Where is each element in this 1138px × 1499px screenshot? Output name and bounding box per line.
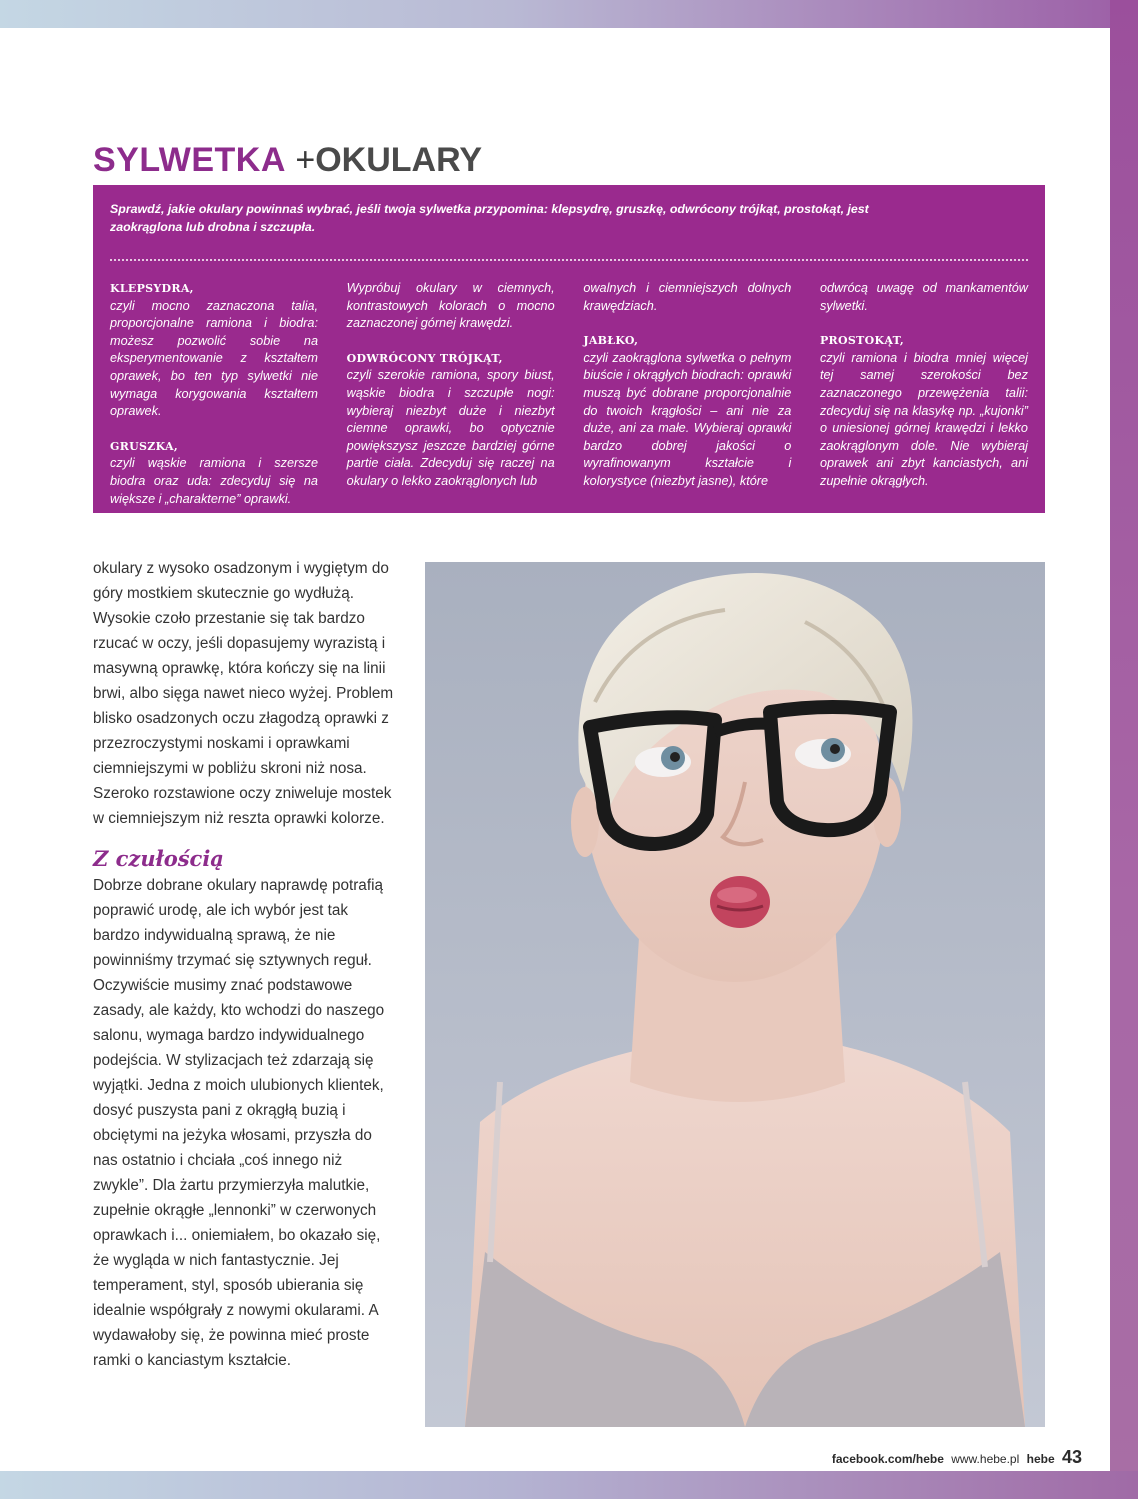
title-bold: SYLWETKA: [93, 141, 286, 179]
footer-www: www.hebe.pl: [951, 1452, 1020, 1466]
box-column-1: [110, 280, 318, 508]
gruszka-heading: GRUSZKA,: [110, 439, 178, 453]
gruszka-section: [110, 438, 318, 508]
top-gradient-edge: [0, 0, 1138, 28]
box-lead: Sprawdź, jakie okulary powinnaś wybrać, jeśli twoja sylwetka przypomina: klepsydrę, gruszkę, odwrócony trójkąt, prostokąt, jest zaokrąglona lub drobna i szczupła.: [110, 202, 869, 234]
title-plus: +: [295, 141, 316, 179]
box-columns: [110, 280, 1028, 508]
prostokat-heading: PROSTOKĄT,: [819, 334, 904, 348]
jablko-section: [583, 332, 791, 490]
sidebar-box: [93, 185, 1045, 513]
page-number: 43: [1061, 1447, 1082, 1467]
gruszka-text: czyli wąskie ramiona i szersze biodra oraz uda: zdecyduj się na większe i „charakterne” oprawki.: [110, 456, 318, 506]
klepsydra-text: czyli mocno zaznaczona talia, proporcjonalne ramiona i biodra: możesz pozwolić sobie na eksperymentowanie z kształtem oprawek, bo ten typ sylwetki nie wymaga korygowania kształtem oprawek.: [110, 298, 318, 419]
woman-glasses-photo: [425, 562, 1045, 1427]
box-column-2: [347, 280, 555, 508]
footer-brand: hebe: [1026, 1452, 1055, 1466]
klepsydra-section: [110, 280, 318, 421]
page-title: [93, 138, 482, 182]
trojkat-text: czyli szerokie ramiona, spory biust, wąskie biodra i szczupłe nogi: wybieraj niezbyt duże i niezbyt ciemne oprawki, bo optycznie powiększysz jeszcze bardziej górne partie ciała. Zdecyduj się raczej na okulary o lekko zaokrąglonych lub: [346, 368, 555, 488]
trojkat-section: [347, 350, 555, 491]
gruszka-continued: Wypróbuj okulary w ciemnych, kontrastowych kolorach o mocno zaznaczonej górnej krawędzi.: [346, 281, 555, 331]
right-gradient-edge: [1110, 0, 1138, 1499]
prostokat-text: czyli ramiona i biodra mniej więcej tej samej szerokości bez zaznaczonego przewężenia talii: zdecyduj się na klasykę np. „kujonki” o uniesionej górnej krawędzi i lekko zaokrąglonym dole. Nie wybieraj oprawek ani zbyt kanciastych, ani zupełnie okrągłych.: [819, 350, 1028, 488]
box-column-4: [820, 280, 1028, 508]
section-heading: Z czułością: [93, 846, 224, 871]
body-text: [93, 556, 395, 1373]
page-footer: [830, 1446, 1082, 1470]
body-paragraph-1: okulary z wysoko osadzonym i wygiętym do góry mostkiem skutecznie go wydłużą. Wysokie czoło przestanie się tak bardzo rzucać w oczy, jeśli dopasujemy wyrazistą i masywną oprawkę, która kończy się na linii brwi, albo sięga nawet nieco wyżej. Problem blisko osadzonych oczu złagodzą oprawki z przezroczystymi noskami i oprawkami ciemniejszymi w pobliżu skroni niż nosa. Szeroko rozstawione oczy zniweluje mostek w ciemniejszym niż reszta oprawki kolorze.: [93, 560, 394, 827]
footer-facebook: facebook.com/hebe: [831, 1452, 944, 1466]
dotted-divider: [110, 259, 1028, 261]
jablko-continued: odwrócą uwagę od mankamentów sylwetki.: [819, 281, 1028, 313]
jablko-heading: JABŁKO,: [583, 334, 639, 348]
trojkat-heading: ODWRÓCONY TRÓJKĄT,: [346, 351, 503, 365]
prostokat-section: [820, 332, 1028, 490]
bottom-gradient-edge: [0, 1471, 1138, 1499]
title-light: OKULARY: [315, 141, 483, 179]
body-paragraph-2: Dobrze dobrane okulary naprawdę potrafią poprawić urodę, ale ich wybór jest tak bardzo indywidualną sprawą, że nie powinniśmy trzymać się sztywnych reguł. Oczywiście musimy znać podstawowe zasady, ale każdy, kto wchodzi do naszego salonu, wymaga bardzo indywidualnego podejścia. W stylizacjach też zdarzają się wyjątki. Jedna z moich ulubionych klientek, dosyć puszysta pani z okrągłą buzią i obciętymi na jeżyka włosami, przyszła do nas ostatnio i chciała „coś innego niż zwykle”. Dla żartu przymierzyła malutkie, zupełnie okrągłe „lennonki” w czerwonych oprawkach i... oniemiałem, bo okazało się, że wygląda w nich fantastycznie. Jej temperament, styl, sposób ubierania się idealnie współgrały z nowymi okularami. A wydawałoby się, że powinna mieć proste ramki o kanciastym kształcie.: [93, 877, 385, 1369]
klepsydra-heading: KLEPSYDRA,: [110, 282, 194, 295]
box-column-3: [583, 280, 791, 508]
jablko-text: czyli zaokrąglona sylwetka o pełnym biuście i okrągłych biodrach: oprawki muszą być dobrane proporcjonalnie do twoich krągłości – ani nie za duże, ani za małe. Wybieraj oprawki bardzo dobrej jakości o wyrafinowanym kształcie i kolorystyce (niezbyt jasne), które: [583, 350, 792, 488]
trojkat-continued: owalnych i ciemniejszych dolnych krawędziach.: [583, 281, 792, 313]
